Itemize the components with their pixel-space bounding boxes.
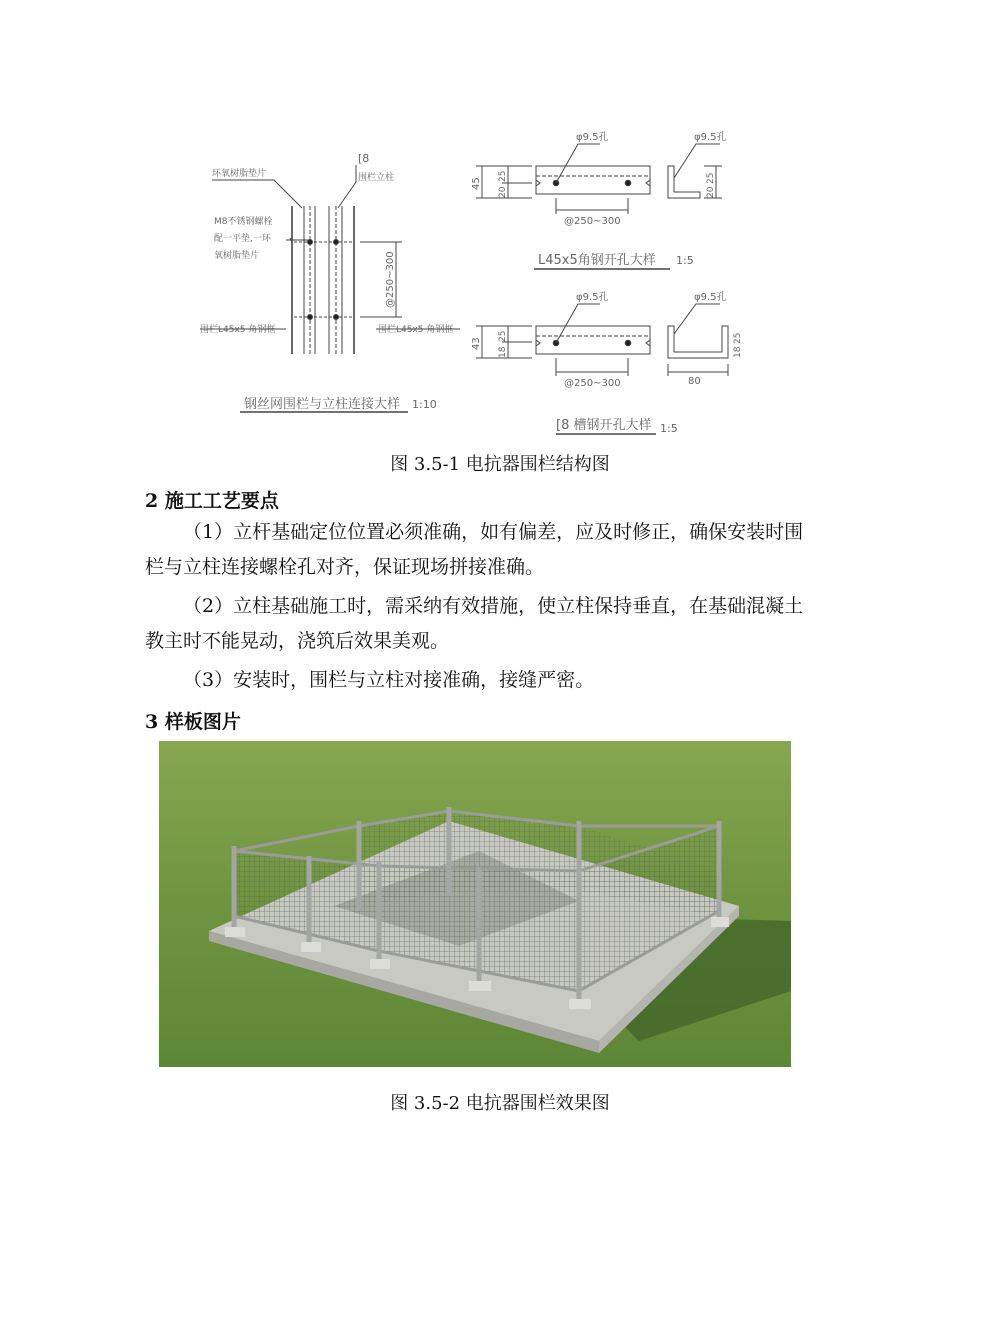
angle-dim-b: 20 — [498, 186, 508, 198]
channel-spacing-dim: @250~300 — [564, 378, 621, 389]
bolt-label-3: 氧树脂垫片 — [214, 251, 260, 261]
post-connection-detail — [200, 165, 460, 412]
left-spacing-dim: @250~300 — [385, 251, 396, 308]
channel-detail-scale: 1:5 — [660, 422, 678, 435]
angle-section-dim-b: 20 — [706, 186, 716, 198]
figure-2-caption: 图 3.5-2 电抗器围栏效果图 — [390, 1093, 610, 1114]
channel-detail-title: [8 槽钢开孔大样 — [556, 418, 652, 433]
angle-section-hole-label: φ9.5孔 — [694, 132, 727, 143]
epoxy-pad-label: 环氧树脂垫片 — [212, 169, 267, 179]
channel-dim-total: 43 — [471, 337, 482, 350]
figure-1-caption: 图 3.5-1 电抗器围栏结构图 — [390, 454, 610, 475]
fence-structure-drawing — [190, 118, 743, 443]
channel-steel-detail — [476, 304, 728, 434]
channel-section-dim-a: 25 — [733, 332, 743, 344]
post-label: 围栏立柱 — [358, 173, 395, 183]
section-2-heading: 2 施工工艺要点 — [145, 490, 279, 512]
left-detail-scale: 1:10 — [412, 398, 437, 411]
angle-detail-scale: 1:5 — [676, 254, 694, 267]
angle-detail-title: L45x5角钢开孔大样 — [538, 253, 656, 268]
channel-dim-b: 18 — [498, 346, 508, 358]
paragraph-1: （1）立杆基础定位位置必须准确，如有偏差，应及时修正，确保安装时围栏与立柱连接螺栓孔对齐，保证现场拼接准确。 — [145, 521, 804, 578]
channel-dim-a: 25 — [498, 330, 508, 342]
angle-spacing-dim: @250~300 — [564, 216, 621, 227]
angle-section-dim-a: 25 — [706, 172, 716, 184]
channel-section-hole-label: φ9.5孔 — [694, 292, 727, 303]
fence-render-photo — [159, 741, 791, 1067]
angle-dim-total: 45 — [471, 177, 482, 190]
paragraph-2: （2）立柱基础施工时，需采纳有效措施，使立柱保持垂直，在基础混凝土教主时不能晃动，浇筑后效果美观。 — [145, 595, 804, 652]
left-detail-title: 钢丝网围栏与立柱连接大样 — [244, 397, 401, 412]
angle-hole-label: φ9.5孔 — [576, 132, 609, 143]
frame-label-right: 围栏L45x5 角钢框 — [378, 325, 454, 335]
channel-hole-label: φ9.5孔 — [576, 292, 609, 303]
bolt-label-2: 配一平垫,一环 — [214, 234, 271, 244]
channel-label: [8 — [358, 152, 370, 165]
section-3-heading: 3 样板图片 — [145, 711, 241, 733]
angle-dim-a: 25 — [498, 170, 508, 182]
angle-steel-detail — [476, 144, 722, 269]
channel-width-dim: 80 — [688, 376, 701, 387]
bolt-label-1: M8不锈钢螺栓 — [214, 217, 273, 227]
channel-section-dim-b: 18 — [733, 346, 743, 358]
frame-label-left: 围栏L45x5 角钢框 — [200, 325, 276, 335]
paragraph-3: （3）安装时，围栏与立柱对接准确，接缝严密。 — [183, 669, 595, 691]
